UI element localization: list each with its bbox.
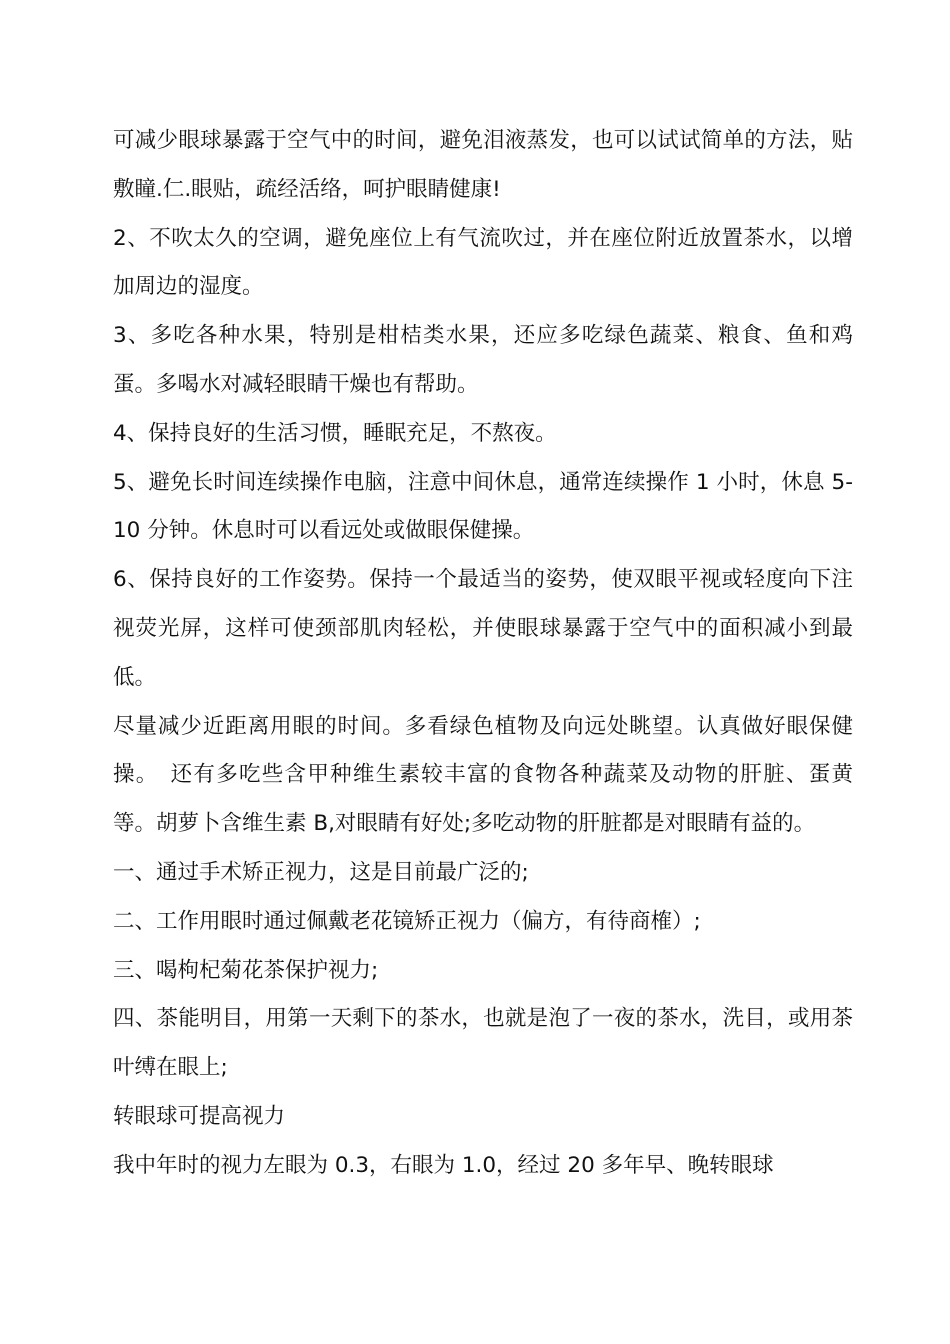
paragraph-method-2: 二、工作用眼时通过佩戴老花镜矫正视力（偏方，有待商榷）;	[113, 908, 701, 934]
paragraph-personal-story: 我中年时的视力左眼为 0.3，右眼为 1.0，经过 20 多年早、晚转眼球	[113, 1152, 774, 1178]
paragraph-reduce-near-use: 尽量减少近距离用眼的时间。多看绿色植物及向远处眺望。认真做好眼保健操。 还有多吃些含甲种维生素较丰富的食物各种蔬菜及动物的肝脏、蛋黄等。胡萝卜含维生素 B,对眼睛有好处;多吃动物的肝脏都是对眼睛有益的。	[113, 713, 853, 837]
document-body	[113, 117, 853, 1191]
section-heading-eye-rotation: 转眼球可提高视力	[113, 1103, 286, 1129]
paragraph-tip-5: 5、避免长时间连续操作电脑，注意中间休息，通常连续操作 1 小时，休息 5-10 分钟。休息时可以看远处或做眼保健操。	[113, 469, 853, 544]
paragraph-eye-exposure: 可减少眼球暴露于空气中的时间，避免泪液蒸发，也可以试试简单的方法，贴敷瞳.仁.眼贴，疏经活络，呵护眼睛健康!	[113, 128, 853, 202]
paragraph-tip-2: 2、不吹太久的空调，避免座位上有气流吹过，并在座位附近放置茶水，以增加周边的湿度。	[113, 225, 853, 300]
paragraph-method-1: 一、通过手术矫正视力，这是目前最广泛的;	[113, 859, 529, 885]
paragraph-tip-6: 6、保持良好的工作姿势。保持一个最适当的姿势，使双眼平视或轻度向下注视荧光屏，这样可使颈部肌肉轻松，并使眼球暴露于空气中的面积减小到最低。	[113, 567, 853, 690]
paragraph-tip-3: 3、多吃各种水果，特别是柑桔类水果，还应多吃绿色蔬菜、粮食、鱼和鸡蛋。多喝水对减轻眼睛干燥也有帮助。	[113, 323, 853, 397]
paragraph-method-4: 四、茶能明目，用第一天剩下的茶水，也就是泡了一夜的茶水，洗目，或用茶叶缚在眼上;	[113, 1006, 853, 1081]
paragraph-method-3: 三、喝枸杞菊花茶保护视力;	[113, 957, 379, 983]
paragraph-tip-4: 4、保持良好的生活习惯，睡眠充足，不熬夜。	[113, 420, 557, 446]
